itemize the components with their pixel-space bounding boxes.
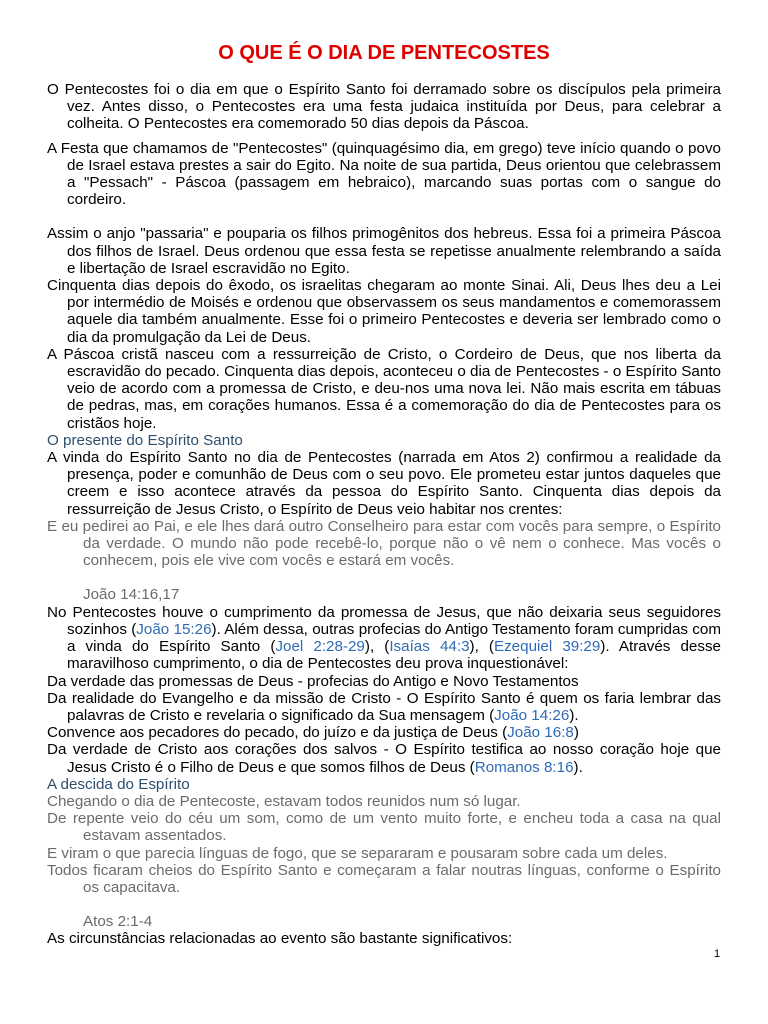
bible-quote-reference: Atos 2:1-4: [83, 913, 153, 931]
scripture-link[interactable]: João 15:26: [136, 620, 212, 638]
text-span: ), (: [469, 638, 494, 656]
scripture-link[interactable]: Joel 2:28-29: [275, 638, 365, 656]
paragraph-cumprimento: [47, 604, 721, 673]
text-span: No Pentecostes houve o cumprimento da promessa de Jesus, que não deixaria seus seguidores sozinhos (: [47, 603, 721, 638]
list-item-evangelho: [47, 690, 721, 724]
quote-line: Todos ficaram cheios do Espírito Santo e começaram a falar noutras línguas, conforme o Espírito os capacitava.: [47, 861, 721, 896]
scripture-link[interactable]: Ezequiel 39:29: [493, 638, 601, 656]
paragraph-pascoa-crista: A Páscoa cristã nasceu com a ressurreição de Cristo, o Cordeiro de Deus, que nos liberta da escravidão do pecado. Cinquenta dias depois, aconteceu o dia de Pentecostes - o Espírito Santo veio de acordo com a promessa de Cristo, e deu-nos uma nova lei. Não mais escrita em tábuas de pedras, mas, em corações humanos. Essa é a comemoração do dia de Pentecostes para os cristãos hoje.: [47, 345, 721, 432]
scripture-link[interactable]: Isaías 44:3: [389, 638, 470, 656]
list-item-verdade: [47, 741, 721, 775]
paragraph-intro: O Pentecostes foi o dia em que o Espírito Santo foi derramado sobre os discípulos pela primeira vez. Antes disso, o Pentecostes era uma festa judaica instituída por Deus, para celebrar a colheita. O Pentecostes era comemorado 50 dias depois da Páscoa.: [47, 81, 721, 133]
text-span: ).: [569, 706, 579, 724]
quote-line: De repente veio do céu um som, como de um vento muito forte, e encheu toda a casa na qual estavam assentados.: [47, 810, 721, 845]
text-span: ), (: [364, 638, 390, 656]
document-body: [47, 81, 721, 948]
bible-quote-joao: E eu pedirei ao Pai, e ele lhes dará outro Conselheiro para estar com vocês para sempre, o Espírito da verdade. O mundo não pode recebê-lo, porque não o vê nem o conhece. Mas vocês o conhecem, pois ele vive com vocês e estará em vocês.: [47, 517, 721, 570]
list-item-convence: [47, 724, 721, 741]
quote-line: Chegando o dia de Pentecoste, estavam todos reunidos num só lugar.: [47, 792, 521, 810]
list-item-promessas: Da verdade das promessas de Deus - profecias do Antigo e Novo Testamentos: [47, 672, 579, 690]
paragraph-anjo: Assim o anjo "passaria" e pouparia os filhos primogênitos dos hebreus. Essa foi a primeira Páscoa dos filhos de Israel. Deus ordenou que essa festa se repetisse anualmente relembrando a saída e libertação de Israel escravidão no Egito.: [47, 225, 721, 277]
text-span: ). Através desse maravilhoso cumprimento, o dia de Pentecostes deu prova inquestionável:: [67, 638, 721, 673]
paragraph-festa: A Festa que chamamos de "Pentecostes" (quinquagésimo dia, em grego) teve início quando o povo de Israel estava prestes a sair do Egito. Na noite de sua partida, Deus orientou que celebrassem a "Pessach" - Páscoa (passagem em hebraico), marcando suas portas com o sangue do cordeiro.: [47, 139, 721, 209]
section-heading-descida: A descida do Espírito: [47, 775, 190, 793]
text-span: Convence aos pecadores do pecado, do juízo e da justiça de Deus (: [47, 724, 508, 742]
paragraph-circunstancias: As circunstâncias relacionadas ao evento são bastante significativos:: [47, 930, 513, 948]
scripture-link[interactable]: Romanos 8:16: [474, 758, 574, 776]
section-heading-presente: O presente do Espírito Santo: [47, 431, 243, 449]
paragraph-sinai: Cinquenta dias depois do êxodo, os israelitas chegaram ao monte Sinai. Ali, Deus lhes deu a Lei por intermédio de Moisés e ordenou que observassem os seus mandamentos e comemorassem aquele dia também anualmente. Esse foi o primeiro Pentecostes e deveria ser lembrado como o dia da promulgação da Lei de Deus.: [47, 277, 721, 346]
paragraph-vinda: A vinda do Espírito Santo no dia de Pentecostes (narrada em Atos 2) confirmou a realidade da presença, poder e comunhão de Deus com o seu povo. Ele prometeu estar juntos daqueles que creem e isso acontece através da pessoa do Espírito Santo. Cinquenta dias depois da ressurreição de Jesus Cristo, o Espírito de Deus veio habitar nos crentes:: [47, 449, 721, 518]
text-span: Da realidade do Evangelho e da missão de Cristo - O Espírito Santo é quem os faria lembrar das palavras de Cristo e revelaria o significado da Sua mensagem (: [47, 689, 721, 724]
page-number: 1: [714, 948, 721, 960]
scripture-link[interactable]: João 16:8: [507, 724, 574, 742]
text-span: Da verdade de Cristo aos corações dos salvos - O Espírito testifica ao nosso coração hoje que Jesus Cristo é o Filho de Deus e que somos filhos de Deus (: [47, 741, 721, 776]
text-span: ).: [573, 758, 583, 776]
quote-line: E viram o que parecia línguas de fogo, que se separaram e pousaram sobre cada um deles.: [47, 844, 668, 862]
text-span: ): [573, 724, 579, 742]
bible-quote-atos: [47, 793, 721, 896]
bible-quote-reference: João 14:16,17: [83, 586, 180, 604]
scripture-link[interactable]: João 14:26: [494, 706, 570, 724]
page-title: O QUE É O DIA DE PENTECOSTES: [218, 42, 550, 64]
text-span: ). Além dessa, outras profecias do Antigo Testamento foram cumpridas com a vinda do Espírito Santo (: [67, 620, 721, 656]
